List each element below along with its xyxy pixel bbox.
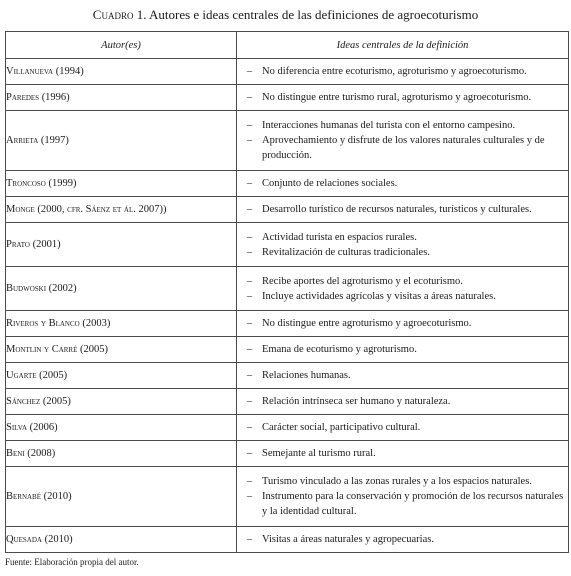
table-row — [6, 197, 569, 223]
ideas-cell — [237, 223, 569, 267]
ideas-cell — [237, 311, 569, 337]
table-row — [6, 441, 569, 467]
ideas-cell — [237, 389, 569, 415]
column-header-ideas: Ideas centrales de la definición — [237, 32, 569, 59]
author-cell: Villanueva (1994) — [6, 59, 237, 85]
column-header-authors: Autor(es) — [6, 32, 237, 59]
idea-text: Relación intrínseca ser humano y naturaleza. — [262, 396, 451, 407]
author-cell: Bernabé (2010) — [6, 467, 237, 527]
dash-bullet: – — [246, 231, 253, 243]
table-row — [6, 171, 569, 197]
author-cell: Sánchez (2005) — [6, 389, 237, 415]
table-caption — [0, 6, 571, 24]
idea-item — [237, 133, 568, 163]
table-row — [6, 389, 569, 415]
author-cell: Troncoso (1999) — [6, 171, 237, 197]
dash-bullet: – — [246, 318, 253, 329]
idea-item — [237, 230, 568, 245]
ideas-cell — [237, 85, 569, 111]
table-row — [6, 223, 569, 267]
table-row — [6, 415, 569, 441]
idea-item — [237, 202, 568, 217]
table-row — [6, 59, 569, 85]
idea-text: No distingue entre turismo rural, agroturismo y agroecoturismo. — [262, 92, 532, 103]
ideas-cell — [237, 363, 569, 389]
idea-text: Conjunto de relaciones sociales. — [262, 178, 398, 189]
authors-ideas-table — [5, 31, 569, 553]
dash-bullet: – — [246, 246, 253, 258]
author-cell: Arrieta (1997) — [6, 111, 237, 171]
idea-item — [237, 245, 568, 260]
dash-bullet: – — [246, 204, 253, 215]
idea-item — [237, 420, 568, 435]
author-cell: Riveros y Blanco (2003) — [6, 311, 237, 337]
idea-text: Carácter social, participativo cultural. — [262, 422, 421, 433]
table-header-row — [6, 32, 569, 59]
idea-text: Interacciones humanas del turista con el entorno campesino. — [262, 120, 516, 131]
author-cell: Quesada (2010) — [6, 527, 237, 553]
idea-text: Emana de ecoturismo y agroturismo. — [262, 344, 417, 355]
idea-item — [237, 176, 568, 191]
ideas-cell — [237, 467, 569, 527]
idea-item — [237, 289, 568, 304]
dash-bullet: – — [246, 476, 253, 487]
idea-text: Revitalización de culturas tradicionales. — [262, 246, 430, 258]
ideas-cell — [237, 337, 569, 363]
table-row — [6, 111, 569, 171]
idea-item — [237, 90, 568, 105]
idea-text: Turismo vinculado a las zonas rurales y a los espacios naturales. — [262, 476, 532, 487]
dash-bullet: – — [246, 290, 253, 302]
dash-bullet: – — [246, 370, 253, 381]
ideas-cell — [237, 415, 569, 441]
author-cell: Beni (2008) — [6, 441, 237, 467]
author-cell: Montlin y Carré (2005) — [6, 337, 237, 363]
table-row — [6, 311, 569, 337]
dash-bullet: – — [246, 135, 253, 146]
author-cell: Ugarte (2005) — [6, 363, 237, 389]
dash-bullet: – — [246, 120, 253, 131]
idea-text: Relaciones humanas. — [262, 370, 351, 381]
ideas-cell — [237, 267, 569, 311]
table-row — [6, 85, 569, 111]
idea-item — [237, 342, 568, 357]
ideas-cell — [237, 527, 569, 553]
idea-item — [237, 446, 568, 461]
dash-bullet: – — [246, 396, 253, 407]
dash-bullet: – — [246, 448, 253, 459]
idea-item — [237, 368, 568, 383]
dash-bullet: – — [246, 491, 253, 502]
author-cell: Paredes (1996) — [6, 85, 237, 111]
idea-item — [237, 64, 568, 79]
table-row — [6, 337, 569, 363]
idea-text: Incluye actividades agrícolas y visitas a áreas naturales. — [262, 290, 496, 302]
author-cell: Budwoski (2002) — [6, 267, 237, 311]
dash-bullet: – — [246, 178, 253, 189]
idea-item — [237, 532, 568, 547]
table-body — [6, 59, 569, 553]
idea-item — [237, 394, 568, 409]
table-row — [6, 467, 569, 527]
idea-text: Visitas a áreas naturales y agropecuarias. — [262, 534, 434, 545]
idea-text: No distingue entre agroturismo y agroecoturismo. — [262, 318, 472, 329]
caption-label: Cuadro 1. — [92, 7, 147, 22]
dash-bullet: – — [246, 92, 253, 103]
idea-text: Semejante al turismo rural. — [262, 448, 376, 459]
idea-item — [237, 118, 568, 133]
source-note: Fuente: Elaboración propia del autor. — [5, 557, 139, 567]
dash-bullet: – — [246, 66, 253, 77]
ideas-cell — [237, 171, 569, 197]
dash-bullet: – — [246, 534, 253, 545]
idea-item — [237, 474, 568, 489]
table-row — [6, 527, 569, 553]
table-row — [6, 267, 569, 311]
ideas-cell — [237, 197, 569, 223]
caption-title: Autores e ideas centrales de las definiciones de agroecoturismo — [149, 7, 479, 22]
dash-bullet: – — [246, 275, 253, 287]
author-cell: Silva (2006) — [6, 415, 237, 441]
idea-text: Recibe aportes del agroturismo y el ecoturismo. — [262, 275, 463, 287]
idea-text: Actividad turista en espacios rurales. — [262, 231, 417, 243]
author-cell: Monge (2000, cfr. Sáenz et ál. 2007)) — [6, 197, 237, 223]
idea-text: Instrumento para la conservación y promoción de los recursos naturales y la identidad cultural. — [262, 491, 564, 517]
idea-item — [237, 316, 568, 331]
table-row — [6, 363, 569, 389]
idea-text: Desarrollo turístico de recursos naturales, turísticos y culturales. — [262, 204, 532, 215]
ideas-cell — [237, 441, 569, 467]
dash-bullet: – — [246, 344, 253, 355]
idea-text: No diferencia entre ecoturismo, agroturismo y agroecoturismo. — [262, 66, 527, 77]
dash-bullet: – — [246, 422, 253, 433]
ideas-cell — [237, 59, 569, 85]
author-cell: Prato (2001) — [6, 223, 237, 267]
idea-item — [237, 274, 568, 289]
idea-text: Aprovechamiento y disfrute de los valores naturales culturales y de producción. — [262, 135, 545, 161]
idea-item — [237, 489, 568, 519]
ideas-cell — [237, 111, 569, 171]
